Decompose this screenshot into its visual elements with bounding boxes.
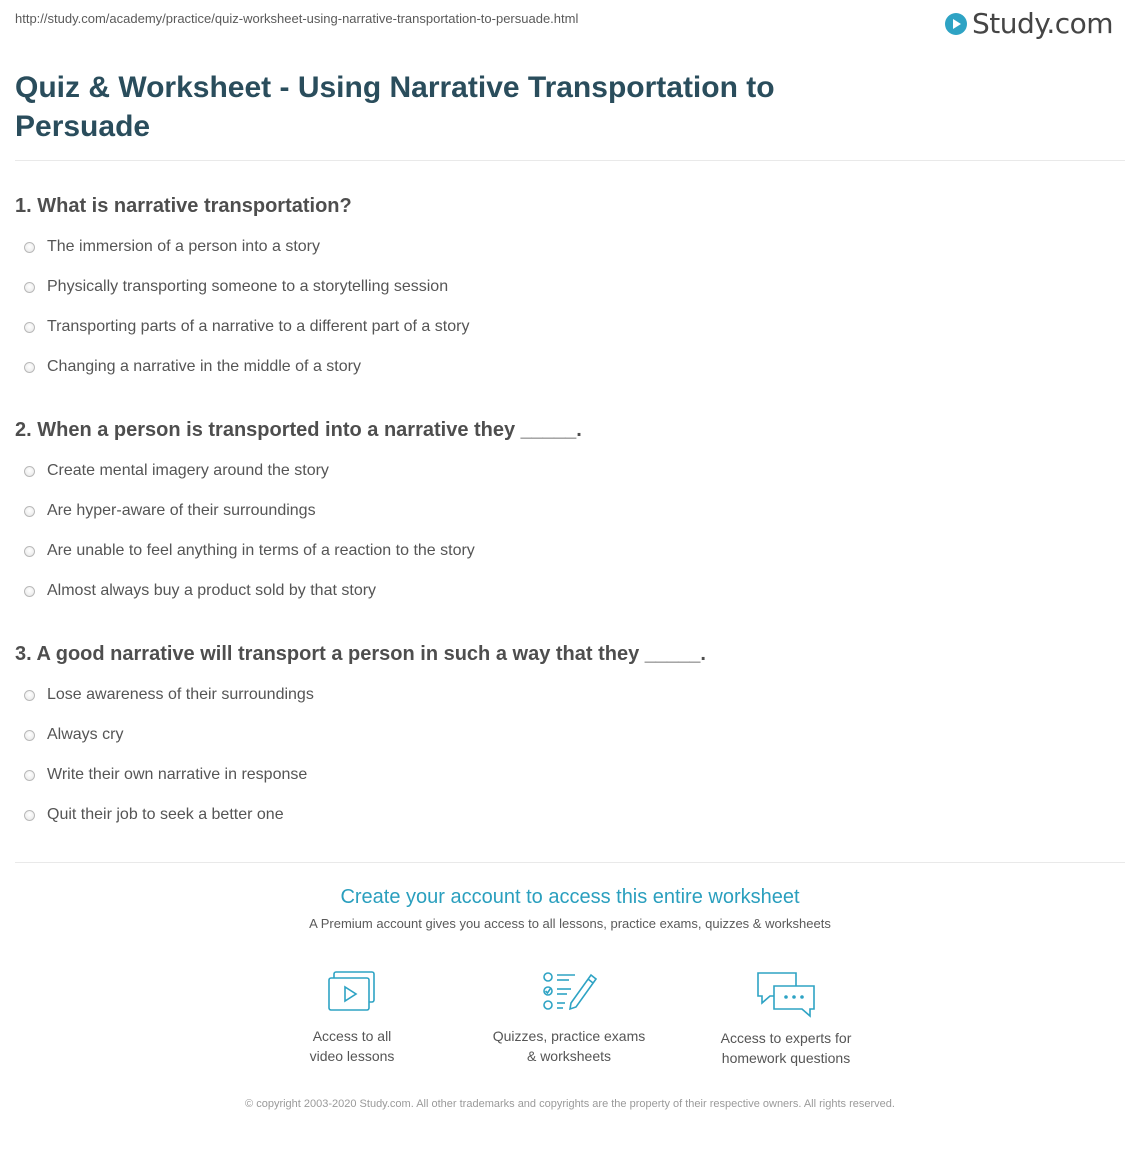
option-label: Are unable to feel anything in terms of a reaction to the story bbox=[47, 542, 475, 559]
radio-button[interactable] bbox=[24, 362, 35, 373]
question-1-option-3[interactable] bbox=[24, 317, 469, 337]
radio-button[interactable] bbox=[24, 770, 35, 781]
premium-description: A Premium account gives you access to all lessons, practice exams, quizzes & worksheets bbox=[309, 916, 831, 931]
question-3-option-3[interactable] bbox=[24, 765, 307, 785]
copyright-notice: © copyright 2003-2020 Study.com. All other trademarks and copyrights are the property of their respective owners. All rights reserved. bbox=[245, 1098, 895, 1110]
feature-label: Access to all video lessons bbox=[309, 1028, 395, 1064]
option-label: Lose awareness of their surroundings bbox=[47, 686, 314, 703]
question-2: 2. When a person is transported into a narrative they _____. bbox=[15, 419, 582, 441]
option-label: Changing a narrative in the middle of a story bbox=[47, 358, 361, 375]
option-label: Create mental imagery around the story bbox=[47, 462, 329, 479]
option-label: Almost always buy a product sold by that story bbox=[47, 582, 377, 599]
radio-button[interactable] bbox=[24, 242, 35, 253]
header-divider bbox=[15, 160, 1125, 161]
chat-bubbles-icon bbox=[754, 970, 818, 1018]
question-1-option-1[interactable] bbox=[24, 237, 320, 257]
content-divider bbox=[15, 862, 1125, 863]
question-1-option-2[interactable] bbox=[24, 277, 448, 297]
option-label: Write their own narrative in response bbox=[47, 766, 308, 783]
question-3-option-4[interactable] bbox=[24, 805, 284, 825]
quiz-checklist-icon bbox=[541, 970, 597, 1016]
feature-experts bbox=[686, 970, 886, 1068]
option-label: Physically transporting someone to a storytelling session bbox=[47, 278, 449, 295]
video-lesson-icon bbox=[326, 970, 378, 1016]
radio-button[interactable] bbox=[24, 690, 35, 701]
study-logo[interactable] bbox=[944, 6, 1113, 42]
option-label: Quit their job to seek a better one bbox=[47, 806, 284, 823]
logo-text: Study.com bbox=[972, 7, 1114, 40]
question-2-option-4[interactable] bbox=[24, 581, 376, 601]
option-label: The immersion of a person into a story bbox=[47, 238, 321, 255]
radio-button[interactable] bbox=[24, 546, 35, 557]
feature-label: Quizzes, practice exams & worksheets bbox=[492, 1028, 646, 1064]
question-3-option-1[interactable] bbox=[24, 685, 314, 705]
option-label: Transporting parts of a narrative to a different part of a story bbox=[47, 318, 470, 335]
feature-label: Access to experts for homework questions bbox=[720, 1030, 852, 1066]
question-2-option-3[interactable] bbox=[24, 541, 475, 561]
question-3-option-2[interactable] bbox=[24, 725, 123, 745]
question-2-option-1[interactable] bbox=[24, 461, 329, 481]
radio-button[interactable] bbox=[24, 586, 35, 597]
radio-button[interactable] bbox=[24, 282, 35, 293]
option-label: Always cry bbox=[47, 726, 124, 743]
feature-video-lessons bbox=[252, 970, 452, 1066]
radio-button[interactable] bbox=[24, 506, 35, 517]
feature-quizzes bbox=[469, 970, 669, 1066]
page-url: http://study.com/academy/practice/quiz-worksheet-using-narrative-transportation-to-persuade.html bbox=[15, 11, 579, 26]
page-title: Quiz & Worksheet - Using Narrative Transportation to Persuade bbox=[15, 71, 775, 143]
radio-button[interactable] bbox=[24, 730, 35, 741]
play-circle-icon bbox=[944, 12, 968, 36]
question-1: 1. What is narrative transportation? bbox=[15, 195, 352, 217]
option-label: Are hyper-aware of their surroundings bbox=[47, 502, 316, 519]
radio-button[interactable] bbox=[24, 810, 35, 821]
question-3: 3. A good narrative will transport a person in such a way that they _____. bbox=[15, 643, 706, 665]
question-1-option-4[interactable] bbox=[24, 357, 361, 377]
create-account-link[interactable]: Create your account to access this entire worksheet bbox=[340, 886, 800, 908]
radio-button[interactable] bbox=[24, 322, 35, 333]
radio-button[interactable] bbox=[24, 466, 35, 477]
question-2-option-2[interactable] bbox=[24, 501, 316, 521]
